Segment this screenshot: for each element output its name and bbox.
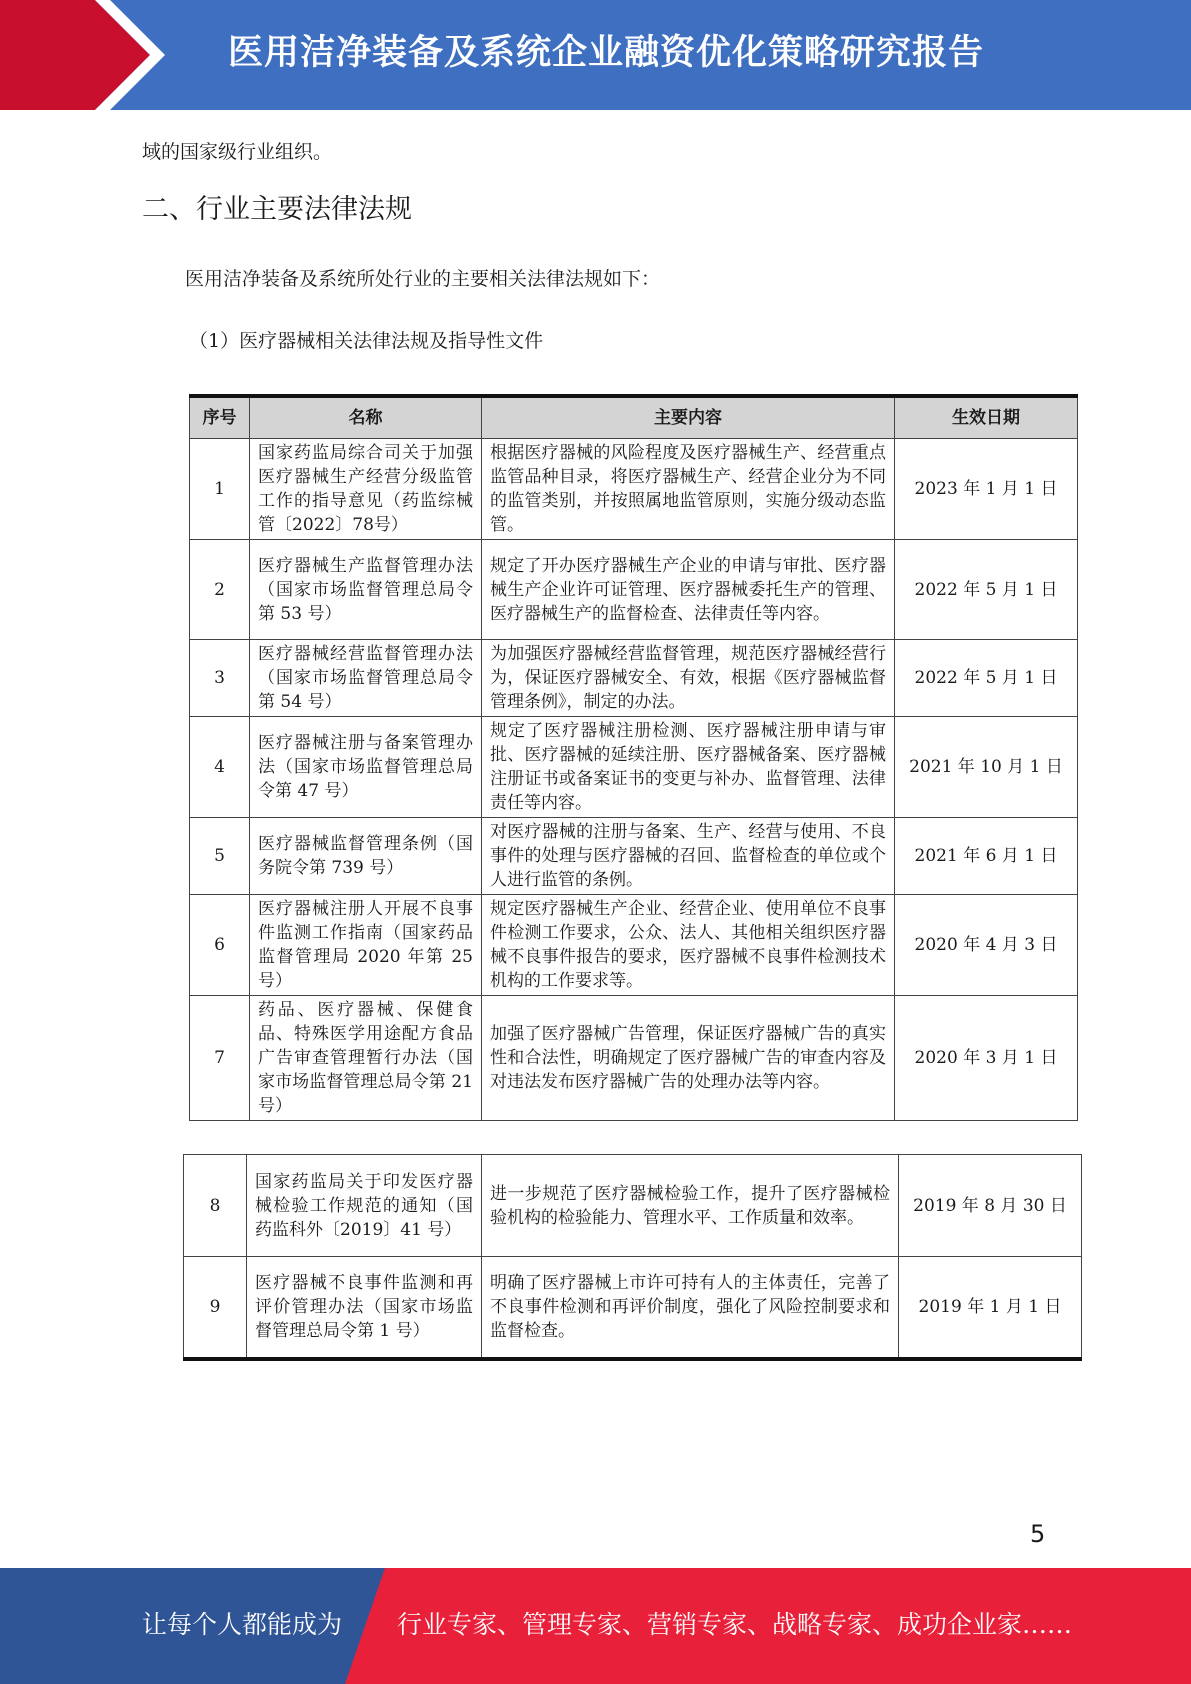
header-date: 生效日期: [895, 396, 1078, 439]
report-title: 医用洁净装备及系统企业融资优化策略研究报告: [228, 33, 985, 73]
regulation-content: 加强了医疗器械广告管理，保证医疗器械广告的真实性和合法性，明确规定了医疗器械广告的审查内容及对违法发布医疗器械广告的处理办法等内容。: [482, 996, 895, 1121]
section-heading: 二、行业主要法律法规: [142, 194, 412, 225]
table-row: [184, 1155, 1082, 1257]
regulation-content: 根据医疗器械的风险程度及医疗器械生产、经营重点监管品种目录，将医疗器械生产、经营企业分为不同的监管类别，并按照属地监管原则，实施分级动态监管。: [482, 439, 895, 540]
regulation-content: 规定医疗器械生产企业、经营企业、使用单位不良事件检测工作要求，公众、法人、其他相关组织医疗器械不良事件报告的要求，医疗器械不良事件检测技术机构的工作要求等。: [482, 895, 895, 996]
table-row: [190, 540, 1078, 640]
regulation-name: 医疗器械生产监督管理办法（国家市场监督管理总局令第 53 号）: [250, 540, 482, 640]
row-number: 6: [190, 895, 250, 996]
regulation-content: 对医疗器械的注册与备案、生产、经营与使用、不良事件的处理与医疗器械的召回、监督检查的单位或个人进行监管的条例。: [482, 818, 895, 895]
table-row: [190, 996, 1078, 1121]
regulation-name: 国家药监局关于印发医疗器械检验工作规范的通知（国药监科外〔2019〕41 号）: [247, 1155, 482, 1257]
table-subheading: （1）医疗器械相关法律法规及指导性文件: [189, 330, 544, 352]
effective-date: 2021 年 6 月 1 日: [895, 818, 1078, 895]
effective-date: 2021 年 10 月 1 日: [895, 717, 1078, 818]
regulation-name: 医疗器械注册与备案管理办法（国家市场监督管理总局令第 47 号）: [250, 717, 482, 818]
regulation-content: 明确了医疗器械上市许可持有人的主体责任，完善了不良事件检测和再评价制度，强化了风险控制要求和监督检查。: [482, 1257, 899, 1359]
regulations-table: [189, 394, 1078, 1121]
effective-date: 2022 年 5 月 1 日: [895, 640, 1078, 717]
row-number: 8: [184, 1155, 247, 1257]
effective-date: 2019 年 1 月 1 日: [899, 1257, 1082, 1359]
regulation-name: 医疗器械注册人开展不良事件监测工作指南（国家药品监督管理局 2020 年第 25 号）: [250, 895, 482, 996]
regulation-name: 医疗器械监督管理条例（国务院令第 739 号）: [250, 818, 482, 895]
page-number: 5: [1030, 1520, 1046, 1548]
header-number: 序号: [190, 396, 250, 439]
regulation-content: 规定了开办医疗器械生产企业的申请与审批、医疗器械生产企业许可证管理、医疗器械委托生产的管理、医疗器械生产的监督检查、法律责任等内容。: [482, 540, 895, 640]
regulation-name: 国家药监局综合司关于加强医疗器械生产经营分级监管工作的指导意见（药监综械管〔2022〕78号）: [250, 439, 482, 540]
row-number: 9: [184, 1257, 247, 1359]
effective-date: 2023 年 1 月 1 日: [895, 439, 1078, 540]
table-header-row: [190, 396, 1078, 439]
intro-fragment: 域的国家级行业组织。: [142, 141, 333, 163]
regulations-table-continued: [183, 1154, 1082, 1361]
row-number: 1: [190, 439, 250, 540]
footer-slogan-left: 让每个人都能成为: [142, 1610, 343, 1639]
effective-date: 2022 年 5 月 1 日: [895, 540, 1078, 640]
row-number: 7: [190, 996, 250, 1121]
regulation-content: 进一步规范了医疗器械检验工作，提升了医疗器械检验机构的检验能力、管理水平、工作质量和效率。: [482, 1155, 899, 1257]
header-name: 名称: [250, 396, 482, 439]
effective-date: 2019 年 8 月 30 日: [899, 1155, 1082, 1257]
regulation-name: 药品、医疗器械、保健食品、特殊医学用途配方食品广告审查管理暂行办法（国家市场监督管理总局令第 21 号）: [250, 996, 482, 1121]
table-row: [190, 640, 1078, 717]
regulation-content: 规定了医疗器械注册检测、医疗器械注册申请与审批、医疗器械的延续注册、医疗器械备案、医疗器械注册证书或备案证书的变更与补办、监督管理、法律责任等内容。: [482, 717, 895, 818]
header-content: 主要内容: [482, 396, 895, 439]
regulation-name: 医疗器械经营监督管理办法（国家市场监督管理总局令第 54 号）: [250, 640, 482, 717]
effective-date: 2020 年 3 月 1 日: [895, 996, 1078, 1121]
row-number: 4: [190, 717, 250, 818]
page-header: [0, 0, 1191, 110]
table-row: [184, 1257, 1082, 1359]
footer-slogan-right: 行业专家、管理专家、营销专家、战略专家、成功企业家……: [397, 1610, 1073, 1639]
table-row: [190, 818, 1078, 895]
table-row: [190, 717, 1078, 818]
table-row: [190, 895, 1078, 996]
page-footer: [0, 1568, 1191, 1684]
row-number: 5: [190, 818, 250, 895]
body-paragraph: 医用洁净装备及系统所处行业的主要相关法律法规如下：: [185, 268, 661, 290]
row-number: 3: [190, 640, 250, 717]
effective-date: 2020 年 4 月 3 日: [895, 895, 1078, 996]
row-number: 2: [190, 540, 250, 640]
table-row: [190, 439, 1078, 540]
regulation-name: 医疗器械不良事件监测和再评价管理办法（国家市场监督管理总局令第 1 号）: [247, 1257, 482, 1359]
regulation-content: 为加强医疗器械经营监督管理，规范医疗器械经营行为，保证医疗器械安全、有效，根据《医疗器械监督管理条例》，制定的办法。: [482, 640, 895, 717]
